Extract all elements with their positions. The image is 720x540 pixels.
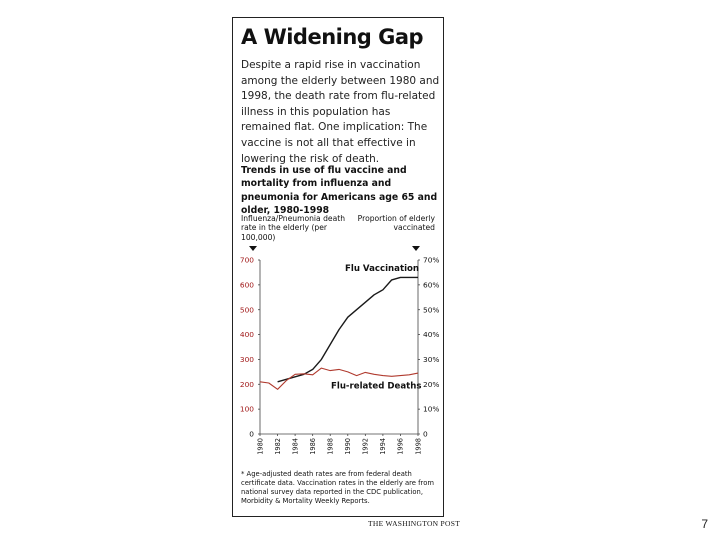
left-tick-label: 500: [239, 305, 254, 315]
right-tick-label: 10%: [423, 404, 440, 414]
right-tick-label: 50%: [423, 305, 440, 315]
x-tick-label: 1982: [273, 438, 282, 455]
left-tick-label: 700: [239, 255, 254, 265]
right-tick-label: 60%: [423, 280, 440, 290]
page-number: 7: [701, 517, 708, 531]
x-tick-label: 1990: [344, 438, 353, 455]
right-tick-label: 0: [423, 429, 428, 439]
credit-line: THE WASHINGTON POST: [368, 519, 461, 528]
footnote: * Age-adjusted death rates are from federal death certificate data. Vaccination rates in the elderly are from national survey data reported in the CDC publication, Morbidity & Mortality Weekly Reports.: [241, 470, 434, 506]
intro-text: Despite a rapid rise in vaccination among the elderly between 1980 and 1998, the death rate from flu-related illness in this population has remained flat. One implication: The vaccine is not all that effective in lowering the risk of death.: [241, 59, 440, 165]
right-tick-label: 40%: [423, 330, 440, 340]
x-tick-label: 1994: [379, 438, 388, 455]
right-tick-label: 20%: [423, 379, 440, 389]
right-axis-label: Proportion of elderly vaccinated: [357, 214, 435, 233]
x-tick-label: 1980: [256, 438, 265, 455]
series-line-flu-vaccination: [278, 277, 418, 381]
page-title: A Widening Gap: [241, 25, 424, 49]
left-tick-label: 100: [239, 404, 254, 414]
left-tick-label: 600: [239, 280, 254, 290]
x-tick-label: 1984: [291, 438, 300, 455]
right-tick-label: 30%: [423, 355, 440, 365]
x-tick-label: 1992: [361, 438, 370, 455]
x-tick-label: 1986: [308, 438, 317, 455]
right-axis-marker: [412, 246, 420, 251]
series-label-flu-vaccination: Flu Vaccination: [345, 263, 420, 274]
left-axis-label: Influenza/Pneumonia death rate in the elderly (per 100,000): [241, 214, 346, 242]
x-tick-label: 1998: [414, 438, 423, 455]
left-axis-marker: [249, 246, 257, 251]
chart-title: Trends in use of flu vaccine and mortality from influenza and pneumonia for Americans age 65 and older, 1980-1998: [241, 165, 438, 217]
left-tick-label: 0: [249, 429, 254, 439]
left-tick-label: 200: [239, 379, 254, 389]
left-tick-label: 400: [239, 330, 254, 340]
left-tick-label: 300: [239, 355, 254, 365]
x-tick-label: 1988: [326, 438, 335, 455]
x-tick-label: 1996: [396, 438, 405, 455]
right-tick-label: 70%: [423, 255, 440, 265]
series-label-flu-related-deaths: Flu-related Deaths: [331, 381, 422, 392]
